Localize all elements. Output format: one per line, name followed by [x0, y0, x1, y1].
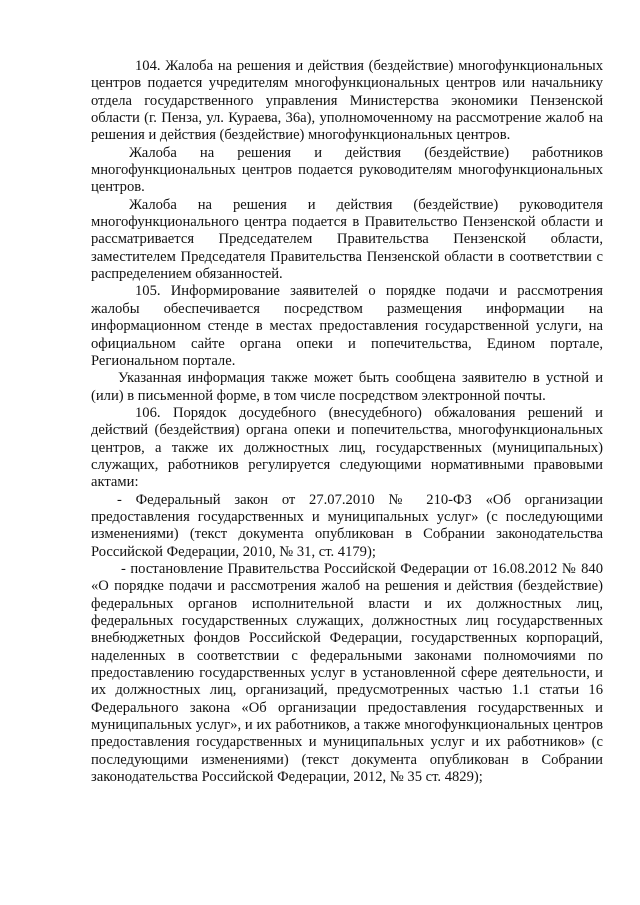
- paragraph-105: 105. Информирование заявителей о порядке подачи и рассмотрения жалобы обеспечивается посредством размещения информации на информационном стенде в местах предоставления государственной услуги, на официальном сайте органа опеки и попечительства, Едином портале, Региональном портале.: [91, 283, 603, 369]
- list-item-government-decree: - постановление Правительства Российской Федерации от 16.08.2012 № 840 «О порядке подачи и рассмотрения жалоб на решения и действия (бездействие) федеральных органов исполнительной власти и их должностных лиц, федеральных государственных служащих, должностных лиц государственных внебюджетных фондов Российской Федерации, государственных корпораций, наделенных в соответствии с федеральными законами полномочиями по предоставлению государственных услуг в установленной сфере деятельности, и их должностных лиц, организаций, предусмотренных частью 1.1 статьи 16 Федерального закона «Об организации предоставления государственных и муниципальных услуг», и их работников, а также многофункциональных центров предоставления государственных и муниципальных услуг и их работников» (с последующими изменениями) (текст документа опубликован в Собрании законодательства Российской Федерации, 2012, № 35 ст. 4829);: [91, 560, 603, 786]
- document-page: [91, 58, 603, 786]
- paragraph-104: 104. Жалоба на решения и действия (бездействие) многофункциональных центров подается учредителям многофункциональных центров или начальнику отдела государственного управления Министерства экономики Пензенской области (г. Пенза, ул. Кураева, 36а), уполномоченному на рассмотрение жалоб на решения и действия (бездействие) многофункциональных центров.: [91, 58, 603, 144]
- paragraph-mfc-workers-complaint: Жалоба на решения и действия (бездействие) работников многофункциональных центров подается руководителям многофункциональных центров.: [91, 144, 603, 196]
- list-item-federal-law: - Федеральный закон от 27.07.2010 № 210-ФЗ «Об организации предоставления государственных и муниципальных услуг» (с последующими изменениями) (текст документа опубликован в Собрании законодательства Российской Федерации, 2010, № 31, ст. 4179);: [91, 491, 603, 560]
- paragraph-mfc-head-complaint: Жалоба на решения и действия (бездействие) руководителя многофункционального центра подается в Правительство Пензенской области и рассматривается Председателем Правительства Пензенской области, заместителем Председателя Правительства Пензенской области в соответствии с распределением обязанностей.: [91, 196, 603, 283]
- paragraph-106: 106. Порядок досудебного (внесудебного) обжалования решений и действий (бездействия) органа опеки и попечительства, многофункциональных центров, а также их должностных лиц, государственных (муниципальных) служащих, работников регулируется следующими нормативными правовыми актами:: [91, 404, 603, 491]
- paragraph-info-communication: Указанная информация также может быть сообщена заявителю в устной и (или) в письменной форме, в том числе посредством электронной почты.: [91, 370, 603, 404]
